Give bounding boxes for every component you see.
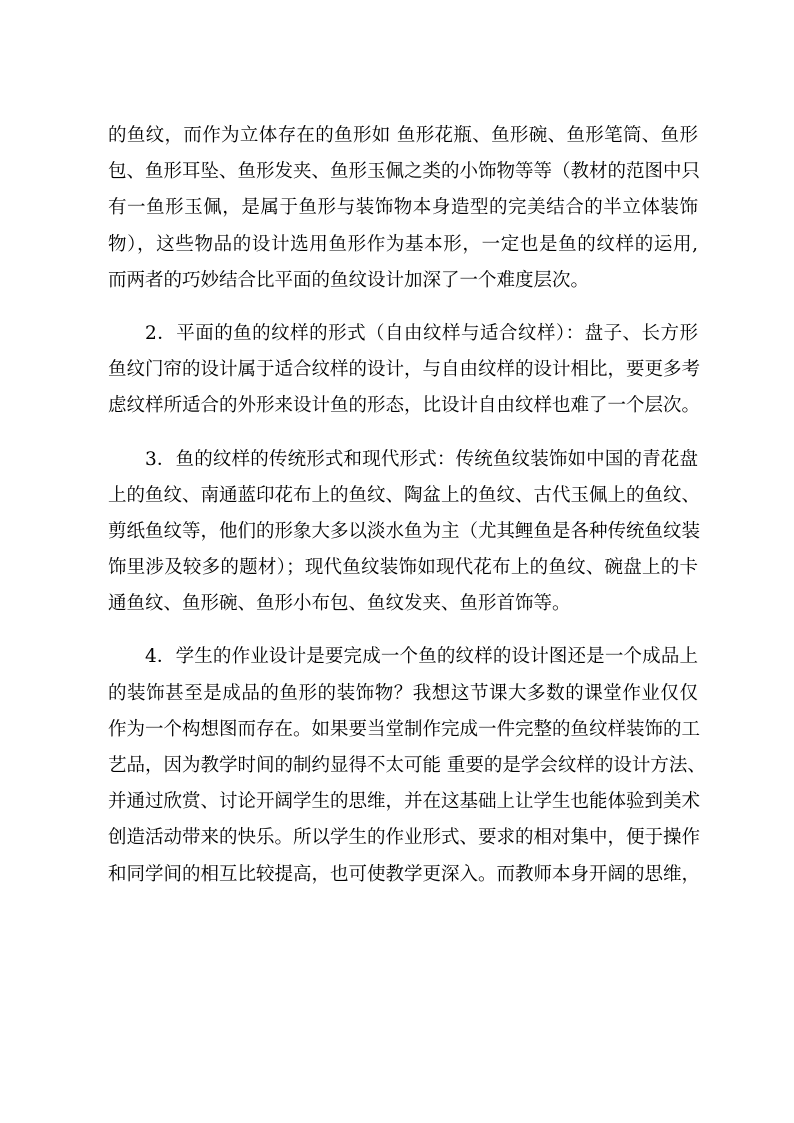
text-line: 艺品，因为教学时间的制约显得不太可能 重要的是学会纹样的设计方法、 <box>108 755 706 776</box>
text-line: 包、鱼形耳坠、鱼形发夹、鱼形玉佩之类的小饰物等等（教材的范图中只 <box>108 161 701 183</box>
paragraph-4 <box>108 639 706 892</box>
text-line: 上的鱼纹、南通蓝印花布上的鱼纹、陶盆上的鱼纹、古代玉佩上的鱼纹、 <box>108 484 701 506</box>
text-line: 通鱼纹、鱼形碗、鱼形小布包、鱼纹发夹、鱼形首饰等。 <box>108 593 571 615</box>
text-line: 并通过欣赏、讨论开阔学生的思维，并在这基础上让学生也能体验到美术 <box>108 791 701 813</box>
paragraph-2 <box>108 316 701 425</box>
document-body <box>108 118 706 910</box>
text-line: 物），这些物品的设计选用鱼形作为基本形，一定也是鱼的纹样的运用, <box>108 233 698 255</box>
text-line: 虑纹样所适合的外形来设计鱼的形态，比设计自由纹样也难了一个层次。 <box>108 395 701 417</box>
text-line: 的装饰甚至是成品的鱼形的装饰物？我想这节课大多数的课堂作业仅仅 <box>108 682 698 704</box>
text-line: 饰里涉及较多的题材）；现代鱼纹装饰如现代花布上的鱼纹、碗盘上的卡 <box>108 557 698 579</box>
text-line: 和同学间的相互比较提高，也可使教学更深入。而教师本身开阔的思维， <box>108 863 701 885</box>
text-line: 3．鱼的纹样的传统形式和现代形式：传统鱼纹装饰如中国的青花盘 <box>145 448 698 470</box>
paragraph-3 <box>108 442 701 623</box>
text-line: 作为一个构想图而存在。如果要当堂制作完成一件完整的鱼纹样装饰的工 <box>108 718 701 740</box>
text-line: 2．平面的鱼的纹样的形式（自由纹样与适合纹样）：盘子、长方形 <box>145 322 698 344</box>
paragraph-1 <box>108 118 701 299</box>
text-line: 有一鱼形玉佩，是属于鱼形与装饰物本身造型的完美结合的半立体装饰 <box>108 197 698 219</box>
text-line: 剪纸鱼纹等，他们的形象大多以淡水鱼为主（尤其鲤鱼是各种传统鱼纹装 <box>108 520 701 542</box>
text-line: 创造活动带来的快乐。所以学生的作业形式、要求的相对集中，便于操作 <box>108 827 701 849</box>
text-line: 4．学生的作业设计是要完成一个鱼的纹样的设计图还是一个成品上 <box>145 646 698 668</box>
text-line: 而两者的巧妙结合比平面的鱼纹设计加深了一个难度层次。 <box>108 269 590 291</box>
text-line: 鱼纹门帘的设计属于适合纹样的设计，与自由纹样的设计相比，要更多考 <box>108 359 701 381</box>
text-line: 的鱼纹，而作为立体存在的鱼形如 鱼形花瓶、鱼形碗、鱼形笔筒、鱼形 <box>108 125 698 146</box>
